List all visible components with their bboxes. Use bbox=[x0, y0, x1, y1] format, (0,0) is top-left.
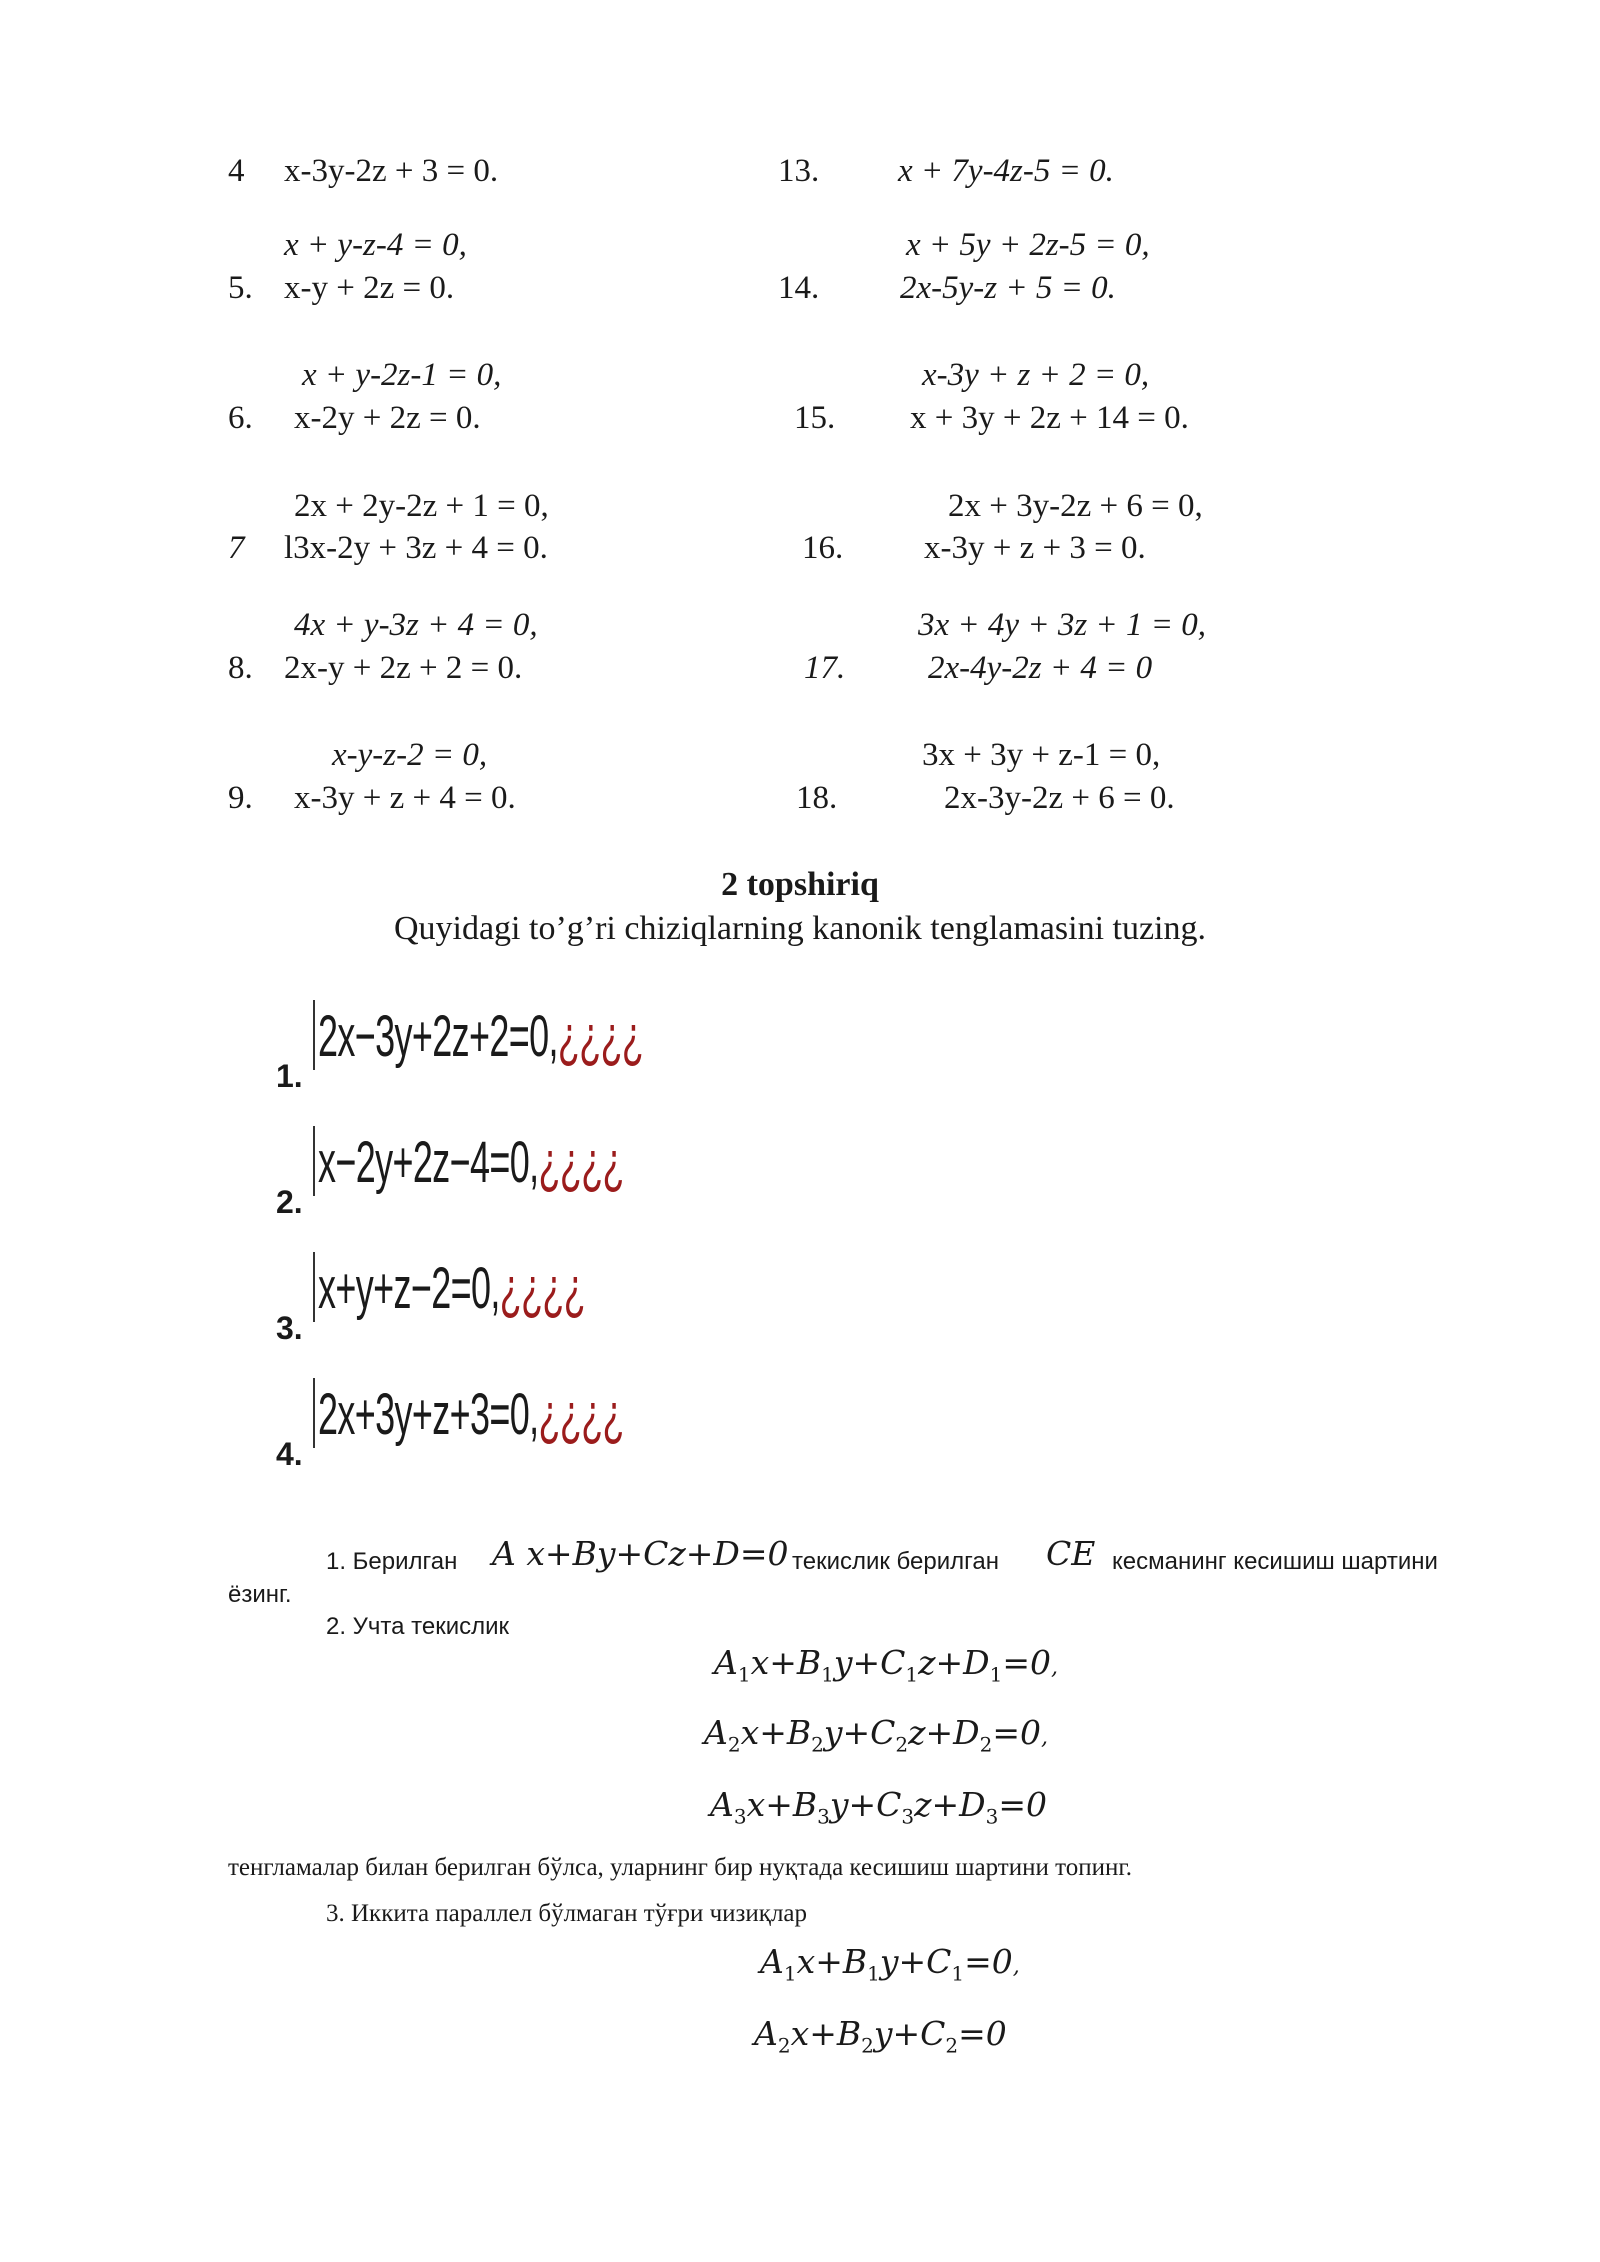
equation: x-3y + z + 2 = 0, bbox=[922, 357, 1150, 393]
section-title: 2 topshiriq bbox=[721, 866, 879, 903]
line-equation-2: $A_2x+B_2y+C_2=0$ bbox=[754, 2014, 1007, 2058]
brace-line bbox=[313, 1252, 315, 1322]
item-number: 3. bbox=[276, 1310, 303, 1346]
plane-equation-2: $A_2x+B_2y+C_2z+D_2=0$, bbox=[704, 1713, 1048, 1757]
equation: 2x-3y-2z + 6 = 0. bbox=[944, 780, 1175, 816]
equation: 2x + 2y-2z + 1 = 0, bbox=[294, 488, 549, 524]
plane-equation-1: $A_1x+B_1y+C_1z+D_1=0$, bbox=[714, 1643, 1058, 1687]
item-number: 2. bbox=[276, 1184, 303, 1220]
equation: 3x + 4y + 3z + 1 = 0, bbox=[918, 607, 1206, 643]
problem-3-text: 3. Иккита параллел бўлмаган тўғри чизиқлар bbox=[326, 1900, 808, 1927]
equation: x-3y + z + 4 = 0. bbox=[294, 780, 516, 816]
equation: x + 3y + 2z + 14 = 0. bbox=[910, 400, 1189, 436]
system-equation bbox=[318, 1255, 585, 1322]
equation: 2x-4y-2z + 4 = 0 bbox=[928, 650, 1153, 686]
equation-text: 2x+3y+z+3=0, bbox=[318, 1382, 539, 1447]
problem-1-text-c: кесманинг кесишиш шартини bbox=[1112, 1548, 1438, 1575]
equation: x + y-2z-1 = 0, bbox=[302, 357, 502, 393]
broken-glyphs: ¿¿¿¿ bbox=[538, 1382, 624, 1447]
item-number: 9. bbox=[228, 780, 253, 816]
equation: 2x-5y-z + 5 = 0. bbox=[900, 270, 1116, 306]
equation: x-3y-2z + 3 = 0. bbox=[284, 153, 499, 189]
problem-1-text-b: текислик берилган bbox=[792, 1548, 999, 1575]
problem-2-tail: тенгламалар билан берилган бўлса, уларнинг бир нуқтада кесишиш шартини топинг. bbox=[228, 1854, 1133, 1881]
equation: x + 5y + 2z-5 = 0, bbox=[906, 227, 1150, 263]
item-number: 14. bbox=[778, 270, 820, 306]
brace-line bbox=[313, 1000, 315, 1070]
line-equation-1: $A_1x+B_1y+C_1=0$, bbox=[760, 1942, 1020, 1986]
equation: x-y + 2z = 0. bbox=[284, 270, 455, 306]
equation: 4x + y-3z + 4 = 0, bbox=[294, 607, 538, 643]
segment-label: CE bbox=[1046, 1534, 1096, 1573]
equation: x + y-z-4 = 0, bbox=[284, 227, 467, 263]
system-equation bbox=[318, 1003, 643, 1070]
broken-glyphs: ¿¿¿¿ bbox=[557, 1004, 644, 1069]
item-number: 17. bbox=[804, 650, 846, 686]
plane-equation: A x+By+Cz+D=0 bbox=[492, 1534, 789, 1573]
equation: 2x + 3y-2z + 6 = 0, bbox=[948, 488, 1203, 524]
broken-glyphs: ¿¿¿¿ bbox=[499, 1256, 586, 1321]
brace-line bbox=[313, 1378, 315, 1448]
section-subtitle: Quyidagi to’g’ri chiziqlarning kanonik tenglamasini tuzing. bbox=[393, 910, 1207, 947]
equation: l3x-2y + 3z + 4 = 0. bbox=[284, 530, 548, 566]
item-number: 8. bbox=[228, 650, 253, 686]
equation: x-y-z-2 = 0, bbox=[332, 737, 488, 773]
equation: 3x + 3y + z-1 = 0, bbox=[922, 737, 1161, 773]
equation-text: x−2y+2z−4=0, bbox=[318, 1130, 539, 1195]
plane-equation-3: $A_3x+B_3y+C_3z+D_3=0$ bbox=[710, 1785, 1047, 1829]
broken-glyphs: ¿¿¿¿ bbox=[538, 1130, 624, 1195]
problem-1-text-a: 1. Берилган bbox=[326, 1548, 458, 1575]
item-number: 4. bbox=[276, 1436, 303, 1472]
item-number: 6. bbox=[228, 400, 253, 436]
problem-2-text: 2. Учта текислик bbox=[326, 1613, 510, 1640]
equation: 2x-y + 2z + 2 = 0. bbox=[284, 650, 523, 686]
equation: x-3y + z + 3 = 0. bbox=[924, 530, 1146, 566]
item-number: 18. bbox=[796, 780, 838, 816]
system-equation bbox=[318, 1381, 624, 1448]
item-number: 5. bbox=[228, 270, 253, 306]
equation: x-2y + 2z = 0. bbox=[294, 400, 481, 436]
item-number: 7 bbox=[228, 530, 245, 566]
system-equation bbox=[318, 1129, 624, 1196]
equation-text: x+y+z−2=0, bbox=[318, 1256, 500, 1321]
problem-1-text-d: ёзинг. bbox=[228, 1581, 292, 1608]
item-number: 13. bbox=[778, 153, 820, 189]
brace-line bbox=[313, 1126, 315, 1196]
item-number: 15. bbox=[794, 400, 836, 436]
item-number: 1. bbox=[276, 1058, 303, 1094]
equation: x + 7y-4z-5 = 0. bbox=[898, 153, 1114, 189]
equation-text: 2x−3y+2z+2=0, bbox=[318, 1004, 558, 1069]
item-number: 4 bbox=[228, 153, 245, 189]
item-number: 16. bbox=[802, 530, 844, 566]
